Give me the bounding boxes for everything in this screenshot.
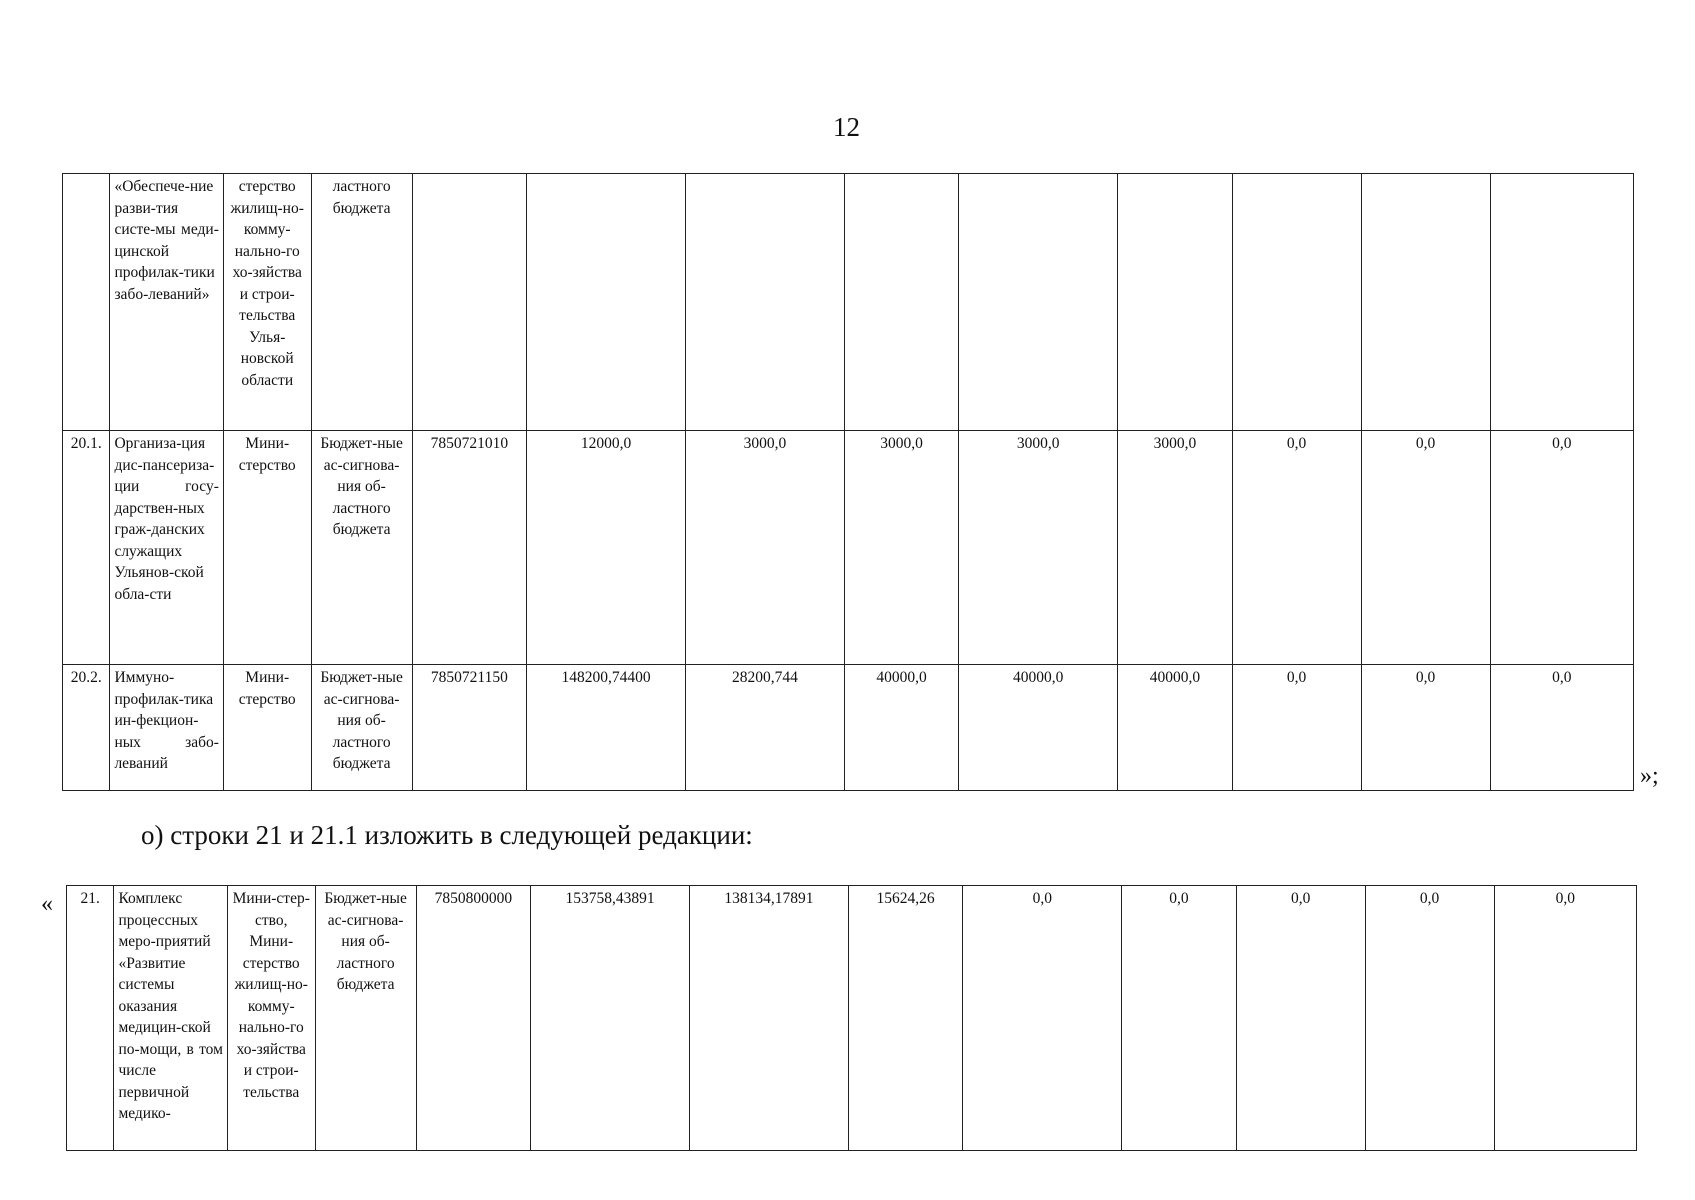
page-number: 12: [833, 112, 860, 142]
year-2-amount: [844, 174, 958, 431]
year-7-amount: 0,0: [1490, 665, 1634, 791]
year-6-amount: [1361, 174, 1490, 431]
year-5-amount: 0,0: [1232, 665, 1361, 791]
table-row: [63, 174, 1634, 431]
row-number: 20.2.: [63, 665, 110, 791]
funding-source: Бюджет-ные ас-сигнова-ния об-ластного бюджета: [311, 431, 412, 665]
measure-name: Иммуно-профилак-тика ин-фекцион-ных забо-леваний: [110, 665, 223, 791]
year-1-amount: 28200,744: [685, 665, 844, 791]
year-7-amount: [1490, 174, 1634, 431]
funding-source: Бюджет-ные ас-сигнова-ния об-ластного бюджета: [311, 665, 412, 791]
total-amount: 153758,43891: [531, 886, 690, 1151]
year-4-amount: 40000,0: [1118, 665, 1232, 791]
year-5-amount: 0,0: [1232, 431, 1361, 665]
year-5-amount: [1232, 174, 1361, 431]
closing-quote: »;: [1640, 763, 1659, 789]
row-number: 21.: [67, 886, 114, 1151]
year-6-amount: 0,0: [1361, 665, 1490, 791]
year-4-amount: 3000,0: [1118, 431, 1232, 665]
budget-code: 7850721010: [412, 431, 526, 665]
total-amount: 148200,74400: [527, 665, 686, 791]
program-table-new-rows: [66, 885, 1637, 1151]
year-3-amount: 3000,0: [959, 431, 1118, 665]
executor: Мини-стерство: [223, 665, 311, 791]
budget-code: 7850721150: [412, 665, 526, 791]
year-3-amount: 40000,0: [959, 665, 1118, 791]
program-table-continuation: [62, 173, 1634, 791]
table-row: [63, 665, 1634, 791]
year-3-amount: [959, 174, 1118, 431]
year-4-amount: [1118, 174, 1232, 431]
budget-code: [412, 174, 526, 431]
year-2-amount: 15624,26: [848, 886, 963, 1151]
total-amount: 12000,0: [527, 431, 686, 665]
year-7-amount: 0,0: [1494, 886, 1636, 1151]
row-number: [63, 174, 110, 431]
year-2-amount: 3000,0: [844, 431, 958, 665]
measure-name: «Обеспече-ние разви-тия систе-мы меди-цинской профилак-тики забо-леваний»: [110, 174, 223, 431]
measure-name: Комплекс процессных меро-приятий «Развитие системы оказания медицин-ской по-мощи, в том числе первичной медико-: [114, 886, 227, 1151]
measure-name: Организа-ция дис-пансериза-ции госу-дарствен-ных граж-данских служащих Ульянов-ской обла-сти: [110, 431, 223, 665]
year-5-amount: 0,0: [1236, 886, 1365, 1151]
year-3-amount: 0,0: [963, 886, 1122, 1151]
budget-code: 7850800000: [416, 886, 531, 1151]
opening-quote: «: [41, 891, 53, 917]
year-1-amount: 3000,0: [685, 431, 844, 665]
amendment-instruction: о) строки 21 и 21.1 изложить в следующей редакции:: [141, 820, 753, 850]
year-6-amount: 0,0: [1365, 886, 1494, 1151]
executor: стерство жилищ-но-комму-нально-го хо-зяйства и строи-тельства Улья-новской области: [223, 174, 311, 431]
year-4-amount: 0,0: [1122, 886, 1237, 1151]
funding-source: Бюджет-ные ас-сигнова-ния об-ластного бюджета: [315, 886, 416, 1151]
year-7-amount: 0,0: [1490, 431, 1634, 665]
year-1-amount: [685, 174, 844, 431]
year-2-amount: 40000,0: [844, 665, 958, 791]
row-number: 20.1.: [63, 431, 110, 665]
year-6-amount: 0,0: [1361, 431, 1490, 665]
table-row: [63, 431, 1634, 665]
year-1-amount: 138134,17891: [690, 886, 849, 1151]
funding-source: ластного бюджета: [311, 174, 412, 431]
executor: Мини-стер-ство, Мини-стерство жилищ-но-комму-нально-го хо-зяйства и строи-тельства: [227, 886, 315, 1151]
table-row: [67, 886, 1637, 1151]
executor: Мини-стерство: [223, 431, 311, 665]
total-amount: [527, 174, 686, 431]
